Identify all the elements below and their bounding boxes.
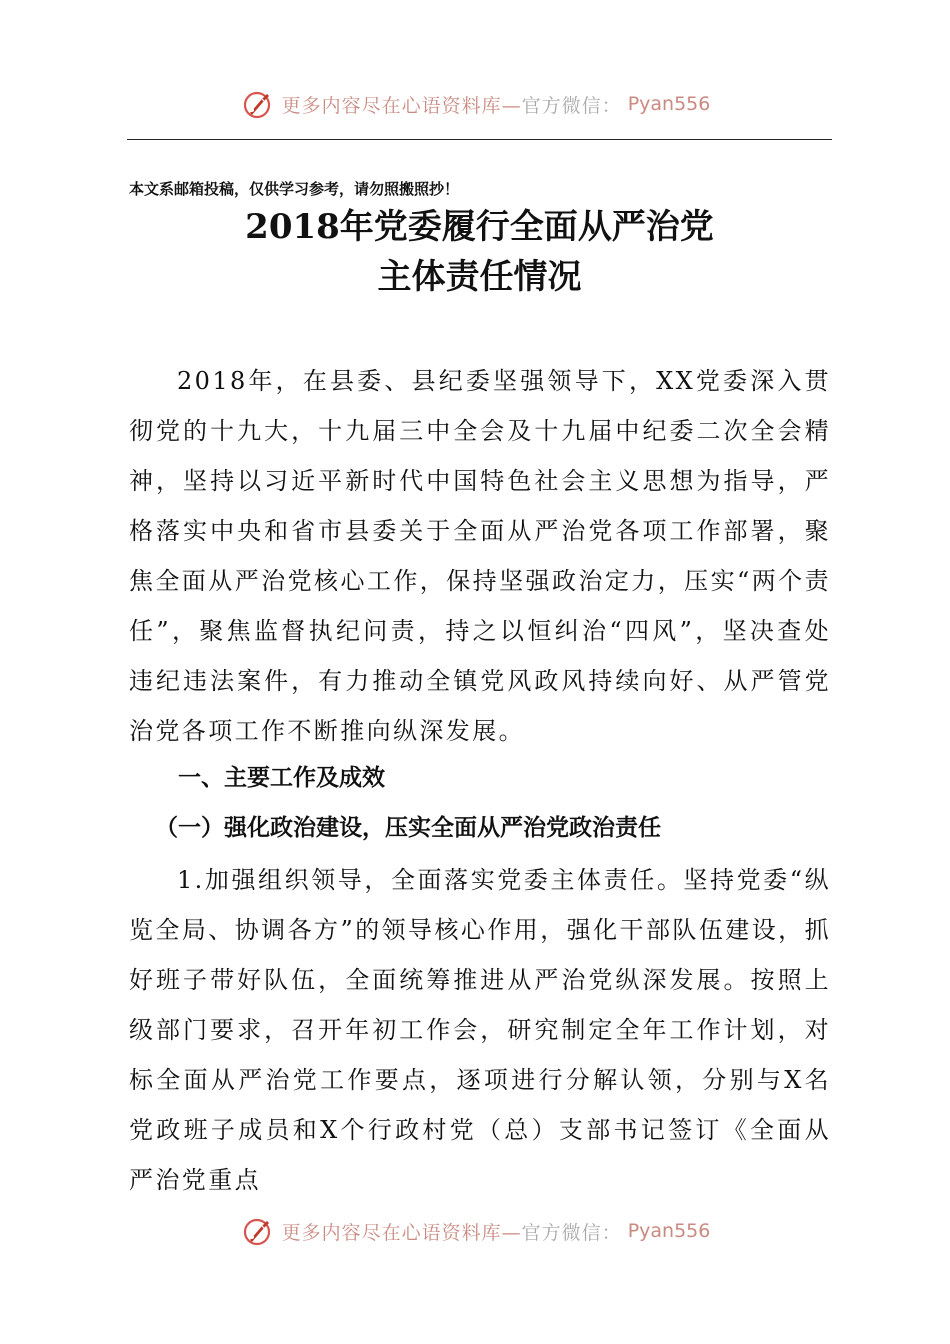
header-watermark: [0, 84, 950, 124]
section-heading: 一、主要工作及成效: [178, 765, 385, 791]
document-title-line-2: 主体责任情况: [377, 257, 582, 297]
watermark-official-label: 官方微信：: [521, 1221, 622, 1244]
subsection-heading: （一）强化政治建设，压实全面从严治党政治责任: [155, 815, 661, 841]
document-title-line-1: 2018年党委履行全面从严治党: [245, 207, 714, 247]
intro-paragraph: 2018年，在县委、县纪委坚强领导下，XX党委深入贯彻党的十九大，十九届三中全会及十九届中纪委二次全会精神，坚持以习近平新时代中国特色社会主义思想为指导，严格落实中央和省市县委关于全面从严治党各项工作部署，聚焦全面从严治党核心工作，保持坚强政治定力，压实“两个责任”，聚焦监督执纪问责，持之以恒纠治“四风”，坚决查处违纪违法案件，有力推动全镇党风政风持续向好、从严管党治党各项工作不断推向纵深发展。: [129, 367, 831, 745]
header-divider: [127, 139, 832, 140]
submission-notice: 本文系邮箱投稿，仅供学习参考，请勿照搬照抄！: [129, 180, 460, 198]
pen-nib-logo-icon: [240, 86, 276, 122]
watermark-wechat-id: Pyan556: [627, 1220, 711, 1242]
watermark-text: 更多内容尽在心语资料库—: [281, 94, 522, 117]
watermark-text: 更多内容尽在心语资料库—: [281, 1221, 522, 1244]
pen-nib-logo-icon: [240, 1213, 276, 1249]
item-paragraph: 1.加强组织领导，全面落实党委主体责任。坚持党委“纵览全局、协调各方”的领导核心作用，强化干部队伍建设，抓好班子带好队伍，全面统筹推进从严治党纵深发展。按照上级部门要求，召开年初工作会，研究制定全年工作计划，对标全面从严治党工作要点，逐项进行分解认领，分别与X名党政班子成员和X个行政村党（总）支部书记签订《全面从严治党重点: [129, 866, 831, 1194]
footer-watermark: [0, 1211, 950, 1251]
watermark-official-label: 官方微信：: [521, 94, 622, 117]
watermark-wechat-id: Pyan556: [627, 93, 711, 115]
